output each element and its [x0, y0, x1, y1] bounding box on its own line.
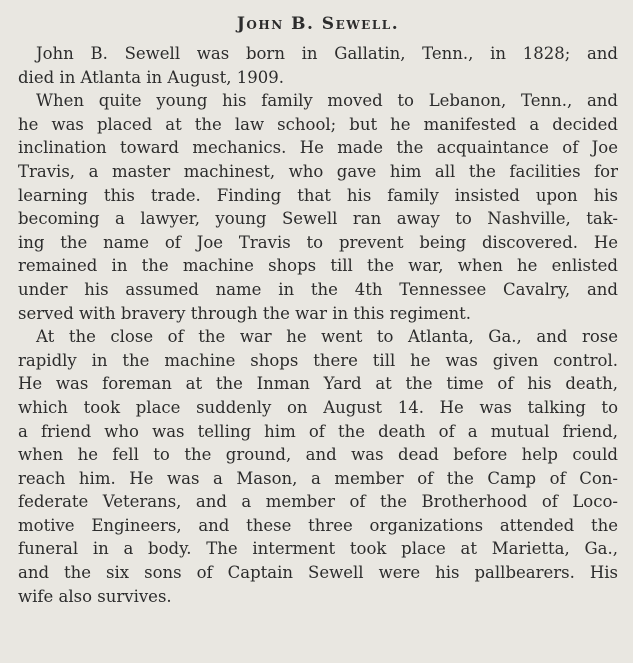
- paragraph-1: [18, 42, 618, 89]
- text-line: he was placed at the law school; but he manifested a decided: [18, 114, 618, 134]
- text-line: reach him. He was a Mason, a member of the Camp of Con-: [18, 468, 618, 488]
- text-line: which took place suddenly on August 14. He was talking to: [18, 397, 618, 417]
- text-line: a friend who was telling him of the death of a mutual friend,: [18, 421, 618, 441]
- text-line: federate Veterans, and a member of the Brotherhood of Loco-: [18, 492, 618, 512]
- text-line: served with bravery through the war in this regiment.: [18, 303, 472, 323]
- text-line: funeral in a body. The interment took place at Marietta, Ga.,: [18, 539, 618, 559]
- text-line: He was foreman at the Inman Yard at the time of his death,: [18, 374, 618, 394]
- text-line: motive Engineers, and these three organizations attended the: [18, 515, 618, 535]
- paragraph-2: [18, 89, 618, 325]
- text-line: when he fell to the ground, and was dead before help could: [18, 445, 618, 465]
- text-line: At the close of the war he went to Atlanta, Ga., and rose: [36, 327, 618, 347]
- text-line: inclination toward mechanics. He made the acquaintance of Joe: [18, 138, 618, 158]
- text-line: John B. Sewell was born in Gallatin, Tenn., in 1828; and: [36, 44, 618, 63]
- text-line: remained in the machine shops till the war, when he enlisted: [18, 256, 618, 276]
- paragraph-3: [18, 325, 618, 608]
- text-line: died in Atlanta in August, 1909.: [18, 67, 284, 87]
- text-line: Travis, a master machinest, who gave him all the facilities for: [18, 161, 618, 181]
- text-line: under his assumed name in the 4th Tennessee Cavalry, and: [18, 279, 618, 299]
- text-line: wife also survives.: [18, 586, 172, 606]
- document-page: [18, 12, 618, 608]
- text-line: rapidly in the machine shops there till he was given control.: [18, 350, 618, 370]
- text-line: and the six sons of Captain Sewell were his pallbearers. His: [18, 563, 618, 583]
- article-title: John B. Sewell.: [236, 14, 400, 34]
- text-line: When quite young his family moved to Lebanon, Tenn., and: [36, 91, 618, 111]
- text-line: ing the name of Joe Travis to prevent being discovered. He: [18, 232, 618, 252]
- text-line: becoming a lawyer, young Sewell ran away to Nashville, tak-: [18, 209, 618, 229]
- text-line: learning this trade. Finding that his family insisted upon his: [18, 185, 618, 205]
